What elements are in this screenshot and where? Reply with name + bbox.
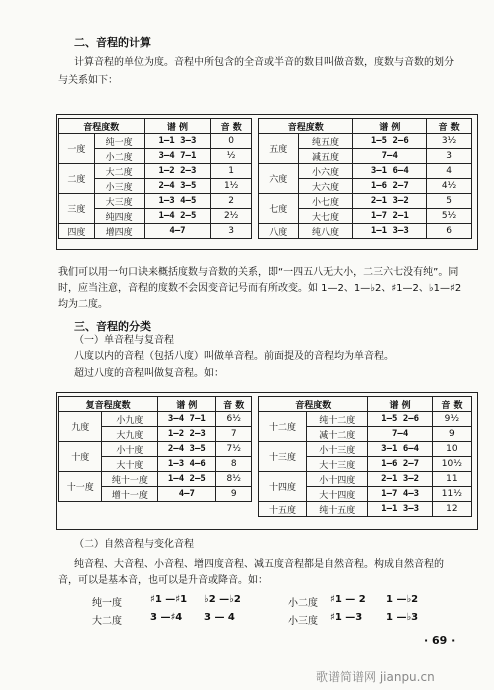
count-cell: 5	[427, 194, 472, 209]
header-row	[259, 119, 472, 134]
count-cell: 3	[427, 149, 472, 164]
table-row	[59, 134, 252, 149]
interval-name-cell: 大三度	[94, 194, 144, 209]
count-cell: 8	[216, 457, 252, 472]
count-cell: 9	[216, 487, 252, 502]
interval-name-cell: 纯五度	[298, 134, 353, 149]
table-row	[59, 194, 252, 209]
interval-name-cell: 大七度	[298, 209, 353, 224]
interval-name-cell: 纯十五度	[306, 502, 367, 517]
count-cell: 2	[211, 194, 252, 209]
interval-name-cell: 大二度	[94, 164, 144, 179]
column-header: 音程度数	[259, 397, 368, 412]
intro-line-1: 计算音程的单位为度。音程中所包含的全音或半音的数目叫做音数，度数与音数的划分	[74, 57, 454, 68]
example-cell: 7—4	[368, 427, 432, 442]
header-row	[59, 119, 252, 134]
table-row	[259, 134, 472, 149]
interval-name-cell: 减十二度	[306, 427, 367, 442]
table1-left	[58, 118, 252, 239]
interval-name-cell: 纯八度	[298, 224, 353, 239]
example-cell: 2—4 3—5	[144, 179, 211, 194]
sub1-title: （一）单音程与复音程	[74, 335, 174, 346]
degree-cell: 五度	[259, 134, 299, 164]
column-header: 音程度数	[259, 119, 353, 134]
header-row	[59, 397, 252, 412]
column-header: 谱 例	[353, 119, 427, 134]
example-value: 3 — 4	[204, 612, 235, 623]
example-cell: 1—7 4—3	[368, 487, 432, 502]
example-cell: 3—1 6—4	[368, 442, 432, 457]
example-cell: 2—4 3—5	[158, 442, 216, 457]
degree-cell: 十三度	[259, 442, 307, 472]
example-cell: 1—4 2—5	[158, 472, 216, 487]
degree-cell: 二度	[59, 164, 95, 194]
example-label: 纯一度	[92, 598, 122, 609]
example-cell: 1—3 4—6	[158, 457, 216, 472]
example-cell: 1—1 3—3	[353, 224, 427, 239]
degree-cell: 十二度	[259, 412, 307, 442]
degree-cell: 七度	[259, 194, 299, 224]
example-cell: 3—4 7—1	[144, 149, 211, 164]
section-title: 二、音程的计算	[74, 36, 151, 49]
table-row	[59, 412, 252, 427]
count-cell: 0	[211, 134, 252, 149]
example-cell: 1—4 2—5	[144, 209, 211, 224]
para1-line-2: 时，应当注意，音程的度数不会因变音记号而有所改变。如 1—2、1—♭2、♯1—2、♭1—♯2	[58, 283, 462, 294]
example-cell: 1—6 2—7	[368, 457, 432, 472]
example-cell: 4—7	[158, 487, 216, 502]
interval-name-cell: 大九度	[102, 427, 158, 442]
table-row	[259, 412, 472, 427]
interval-name-cell: 纯一度	[94, 134, 144, 149]
example-cell: 2—1 3—2	[353, 194, 427, 209]
example-cell: 1—5 2—6	[353, 134, 427, 149]
table-row	[259, 164, 472, 179]
count-cell: 9½	[432, 412, 471, 427]
table-row	[259, 194, 472, 209]
interval-name-cell: 小三度	[94, 179, 144, 194]
count-cell: 7	[216, 427, 252, 442]
example-cell: 4—7	[144, 224, 211, 239]
example-cell: 1—2 2—3	[144, 164, 211, 179]
example-value: 1 —♭3	[386, 612, 419, 623]
interval-name-cell: 小十四度	[306, 472, 367, 487]
count-cell: 6	[427, 224, 472, 239]
table2-right	[258, 396, 472, 517]
interval-name-cell: 小六度	[298, 164, 353, 179]
interval-name-cell: 增四度	[94, 224, 144, 239]
column-header: 谱 例	[158, 397, 216, 412]
degree-cell: 四度	[59, 224, 95, 239]
count-cell: 10½	[432, 457, 471, 472]
column-header: 复音程度数	[59, 397, 158, 412]
example-cell: 1—7 2—1	[353, 209, 427, 224]
table1-right	[258, 118, 472, 239]
count-cell: 6½	[216, 412, 252, 427]
example-cell: 1—1 3—3	[368, 502, 432, 517]
interval-name-cell: 小九度	[102, 412, 158, 427]
example-cell: 2—1 3—2	[368, 472, 432, 487]
count-cell: 4	[427, 164, 472, 179]
degree-cell: 一度	[59, 134, 95, 164]
table-row	[59, 164, 252, 179]
interval-name-cell: 小二度	[94, 149, 144, 164]
column-header: 音 数	[427, 119, 472, 134]
degree-cell: 十度	[59, 442, 102, 472]
column-header: 音程度数	[59, 119, 145, 134]
count-cell: 7½	[216, 442, 252, 457]
table-row	[259, 442, 472, 457]
table-row	[259, 224, 472, 239]
count-cell: 11	[432, 472, 471, 487]
table-row	[259, 472, 472, 487]
interval-name-cell: 纯十二度	[306, 412, 367, 427]
column-header: 谱 例	[368, 397, 432, 412]
table-row	[59, 224, 252, 239]
example-cell: 1—6 2—7	[353, 179, 427, 194]
count-cell: 12	[432, 502, 471, 517]
degree-cell: 九度	[59, 412, 102, 442]
example-value: ♯1 — 2	[330, 594, 366, 605]
column-header: 音 数	[211, 119, 252, 134]
interval-name-cell: 大六度	[298, 179, 353, 194]
example-label: 大二度	[92, 616, 122, 627]
interval-name-cell: 小十三度	[306, 442, 367, 457]
interval-name-cell: 大十度	[102, 457, 158, 472]
table2-left	[58, 396, 252, 502]
interval-name-cell: 纯四度	[94, 209, 144, 224]
sub2-title: （二）自然音程与变化音程	[74, 539, 194, 550]
count-cell: 10	[432, 442, 471, 457]
sub1-line-2: 超过八度的音程叫做复音程。如：	[74, 368, 224, 379]
example-cell: 1—3 4—5	[144, 194, 211, 209]
degree-cell: 三度	[59, 194, 95, 224]
column-header: 谱 例	[144, 119, 211, 134]
count-cell: 11½	[432, 487, 471, 502]
count-cell: 8½	[216, 472, 252, 487]
table-row	[259, 502, 472, 517]
example-cell: 1—5 2—6	[368, 412, 432, 427]
column-header: 音 数	[432, 397, 471, 412]
count-cell: 4½	[427, 179, 472, 194]
section3-title: 三、音程的分类	[74, 320, 151, 333]
interval-name-cell: 小十度	[102, 442, 158, 457]
example-value: 1 —♭2	[386, 594, 419, 605]
example-value: 3 —♯4	[150, 612, 183, 623]
degree-cell: 八度	[259, 224, 299, 239]
degree-cell: 十一度	[59, 472, 102, 502]
interval-name-cell: 大十四度	[306, 487, 367, 502]
example-value: ♭2 —♭2	[204, 594, 241, 605]
example-cell: 3—4 7—1	[158, 412, 216, 427]
para1-line-3: 均为二度。	[58, 299, 108, 310]
para1-line-1: 我们可以用一句口诀来概括度数与音数的关系，即“一四五八无大小，二三六七没有纯”。同	[58, 267, 459, 278]
count-cell: ½	[211, 149, 252, 164]
degree-cell: 十四度	[259, 472, 307, 502]
example-label: 小三度	[288, 616, 318, 627]
example-value: ♯1 —♯1	[150, 594, 188, 605]
count-cell: 1½	[211, 179, 252, 194]
sub2-line-2: 音，可以是基本音，也可以是升音或降音。如：	[58, 575, 268, 586]
interval-name-cell: 减五度	[298, 149, 353, 164]
interval-name-cell: 小七度	[298, 194, 353, 209]
count-cell: 3	[211, 224, 252, 239]
interval-name-cell: 增十一度	[102, 487, 158, 502]
example-cell: 7—4	[353, 149, 427, 164]
count-cell: 9	[432, 427, 471, 442]
header-row	[259, 397, 472, 412]
count-cell: 1	[211, 164, 252, 179]
count-cell: 2½	[211, 209, 252, 224]
example-cell: 1—1 3—3	[144, 134, 211, 149]
watermark: 歌谱简谱网 jianpu.cn	[316, 670, 435, 684]
degree-cell: 六度	[259, 164, 299, 194]
page-number: · 69 ·	[424, 634, 456, 647]
example-cell: 3—1 6—4	[353, 164, 427, 179]
example-value: ♯1 —3	[330, 612, 363, 623]
interval-name-cell: 纯十一度	[102, 472, 158, 487]
example-cell: 1—2 2—3	[158, 427, 216, 442]
table-row	[59, 472, 252, 487]
table-row	[59, 442, 252, 457]
degree-cell: 十五度	[259, 502, 307, 517]
interval-name-cell: 大十三度	[306, 457, 367, 472]
count-cell: 5½	[427, 209, 472, 224]
count-cell: 3½	[427, 134, 472, 149]
sub1-line-1: 八度以内的音程（包括八度）叫做单音程。前面提及的音程均为单音程。	[74, 351, 394, 362]
example-label: 小二度	[288, 598, 318, 609]
intro-line-2: 与关系如下：	[58, 75, 118, 86]
sub2-line-1: 纯音程、大音程、小音程、增四度音程、减五度音程都是自然音程。构成自然音程的	[74, 559, 444, 570]
column-header: 音 数	[216, 397, 252, 412]
